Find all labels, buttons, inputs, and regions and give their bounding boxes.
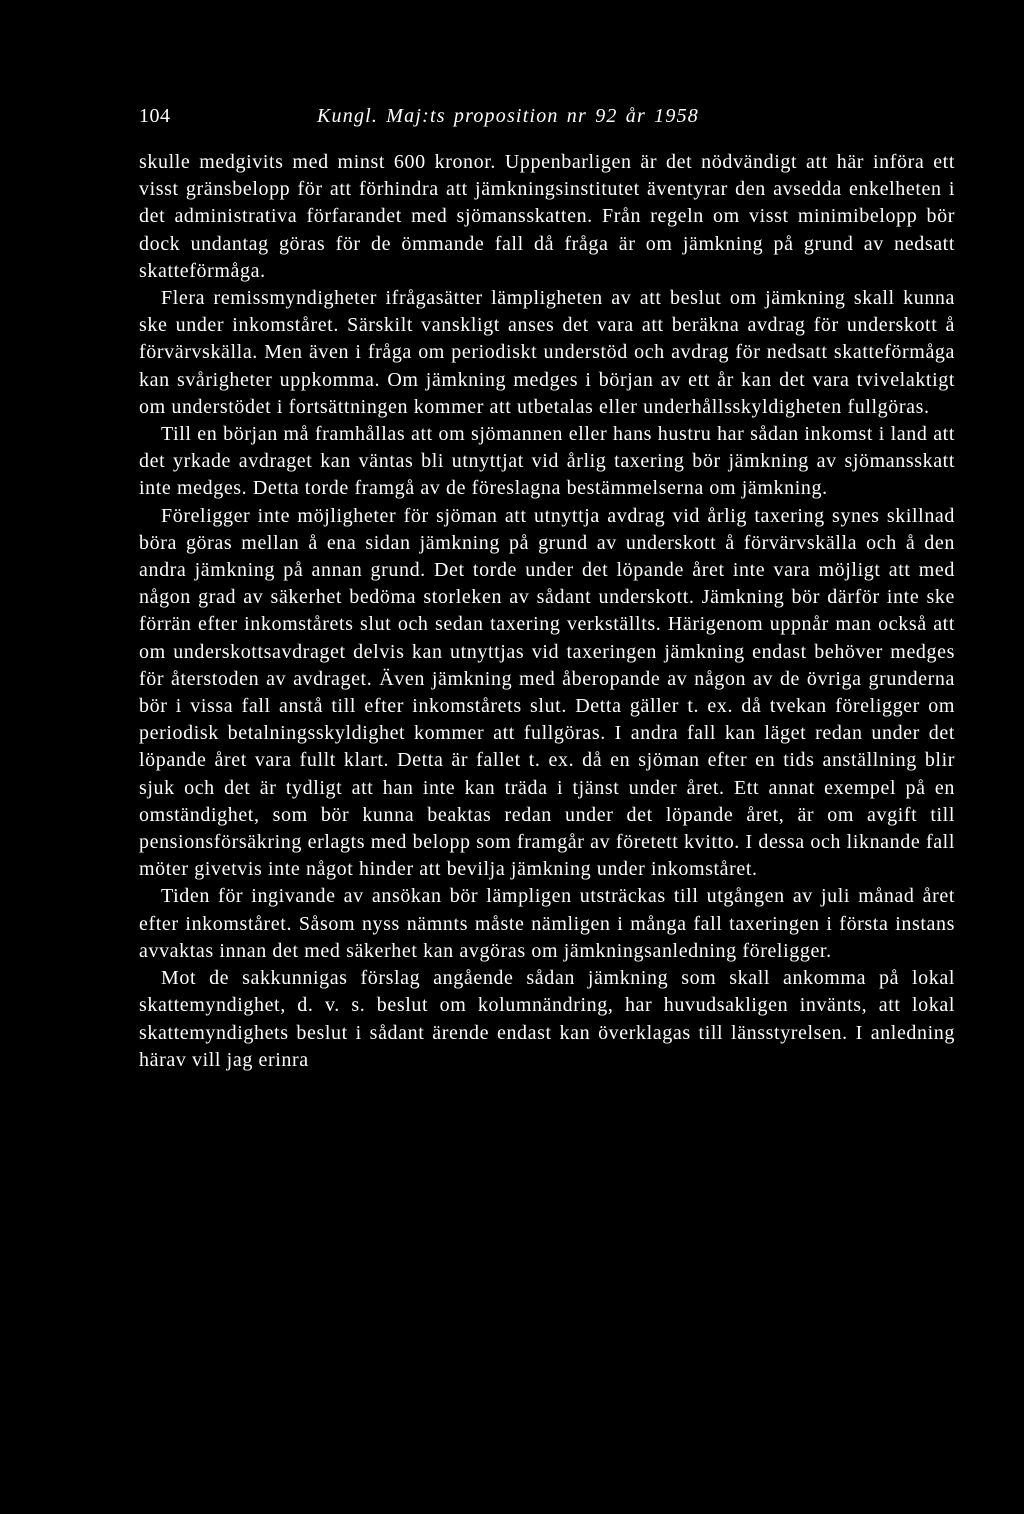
- paragraph: skulle medgivits med minst 600 kronor. Uppenbarligen är det nödvändigt att här införa ett visst gränsbelopp för att förhindra att jämkningsinstitutet äventyrar den avsedda enkelheten i det administrativa förfarandet med sjömansskatten. Från regeln om visst minimibelopp bör dock undantag göras för de ömmande fall då fråga är om jämkning på grund av nedsatt skatteförmåga.: [139, 151, 955, 282]
- paragraph: Tiden för ingivande av ansökan bör lämpligen utsträckas till utgången av juli månad året efter inkomståret. Såsom nyss nämnts måste nämligen i många fall taxeringen i första instans avvaktas innan det med säkerhet kan avgöras om jämkningsanledning föreligger.: [139, 885, 955, 962]
- paragraph: Flera remissmyndigheter ifrågasätter lämpligheten av att beslut om jämkning skall kunna ske under inkomståret. Särskilt vanskligt anses det vara att beräkna avdrag för underskott å förvärvskälla. Men även i fråga om periodiskt understöd och avdrag för nedsatt skatteförmåga kan svårigheter uppkomma. Om jämkning medges i början av ett år kan det vara tvivelaktigt om understödet i fortsättningen kommer att utbetalas eller underhållsskyldigheten fullgöras.: [139, 287, 955, 418]
- page-number: 104: [139, 105, 171, 127]
- running-head: [139, 100, 955, 132]
- publication-title: Kungl. Maj:ts proposition nr 92 år 1958: [317, 105, 699, 127]
- paragraph: Mot de sakkunnigas förslag angående sådan jämkning som skall ankomma på lokal skattemyndighet, d. v. s. beslut om kolumnändring, har huvudsakligen invänts, att lokal skattemyndighets beslut i sådant ärende endast kan överklagas till länsstyrelsen. I anledning härav vill jag erinra: [139, 967, 955, 1071]
- body-text: [139, 149, 955, 1074]
- paragraph: Föreligger inte möjligheter för sjöman att utnyttja avdrag vid årlig taxering synes skillnad böra göras mellan å ena sidan jämkning på grund av underskott å förvärvskälla och å den andra jämkning på annan grund. Det torde under det löpande året inte vara möjligt att med någon grad av säkerhet bedöma storleken av sådant underskott. Jämkning bör därför inte ske förrän efter inkomstårets slut och sedan taxering verkställts. Härigenom uppnår man också att om underskottsavdraget delvis kan utnyttjas vid taxeringen jämkning endast behöver medges för återstoden av avdraget. Även jämkning med åberopande av någon av de övriga grunderna bör i vissa fall anstå till efter inkomstårets slut. Detta gäller t. ex. då tvekan föreligger om periodisk betalningsskyldighet kommer att fullgöras. I andra fall kan läget redan under det löpande året vara fullt klart. Detta är fallet t. ex. då en sjöman efter en tids anställning blir sjuk och det är tydligt att han inte kan träda i tjänst under året. Ett annat exempel på en omständighet, som bör kunna beaktas redan under det löpande året, är om avgift till pensionsförsäkring erlagts med belopp som framgår av företett kvitto. I dessa och liknande fall möter givetvis inte något hinder att bevilja jämkning under inkomståret.: [139, 504, 955, 881]
- paragraph: Till en början må framhållas att om sjömannen eller hans hustru har sådan inkomst i land att det yrkade avdraget kan väntas bli utnyttjat vid årlig taxering bör jämkning av sjömansskatt inte medges. Detta torde framgå av de föreslagna bestämmelserna om jämkning.: [139, 423, 955, 500]
